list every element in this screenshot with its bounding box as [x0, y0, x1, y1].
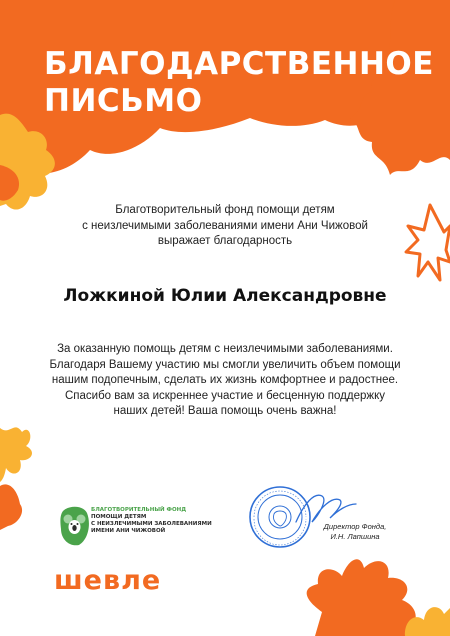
recipient-name: Ложкиной Юлии Александровне [63, 286, 387, 306]
director-line: Директор Фонда, [323, 522, 387, 531]
fund-name-line: ПОМОЩИ ДЕТЯМ [91, 514, 147, 520]
letter-body [30, 342, 420, 420]
intro-line: Благотворительный фонд помощи детям [115, 204, 335, 216]
intro-line: выражает благодарность [157, 235, 293, 247]
fund-name-line: С НЕИЗЛЕЧИМЫМИ ЗАБОЛЕВАНИЯМИ [91, 521, 212, 527]
body-line: наших детей! Ваша помощь очень важна! [113, 405, 337, 417]
letter-title [44, 46, 434, 120]
sponsor-logo: шевле [54, 565, 162, 596]
intro-line: с неизлечимыми заболеваниями имени Ани Чижовой [82, 219, 368, 232]
body-line: Благодаря Вашему участию мы смогли увеличить объем помощи [49, 358, 401, 371]
body-line: нашим подопечным, сделать их жизнь комфортнее и радостнее. [51, 374, 399, 386]
fund-name [91, 507, 212, 535]
bottom-right-orange-star [307, 559, 416, 636]
bottom-left-orange-blob [0, 484, 22, 530]
body-line: Спасибо вам за искреннее участие и бесценную поддержку [64, 389, 385, 402]
fund-name-line: БЛАГОТВОРИТЕЛЬНЫЙ ФОНД [91, 507, 187, 513]
fund-name-line: ИМЕНИ АНИ ЧИЖОВОЙ [91, 528, 166, 534]
director-line: И.Н. Лапшина [330, 532, 380, 541]
bottom-left-yellow-burst [0, 427, 32, 482]
body-line: За оказанную помощь детям с неизлечимыми заболеваниями. [57, 343, 393, 355]
director-signature-caption [300, 522, 410, 542]
title-line: ПИСЬМО [44, 83, 203, 119]
intro-text [40, 203, 410, 250]
right-squiggle-star [406, 205, 450, 280]
title-line: БЛАГОДАРСТВЕННОЕ [44, 46, 434, 82]
